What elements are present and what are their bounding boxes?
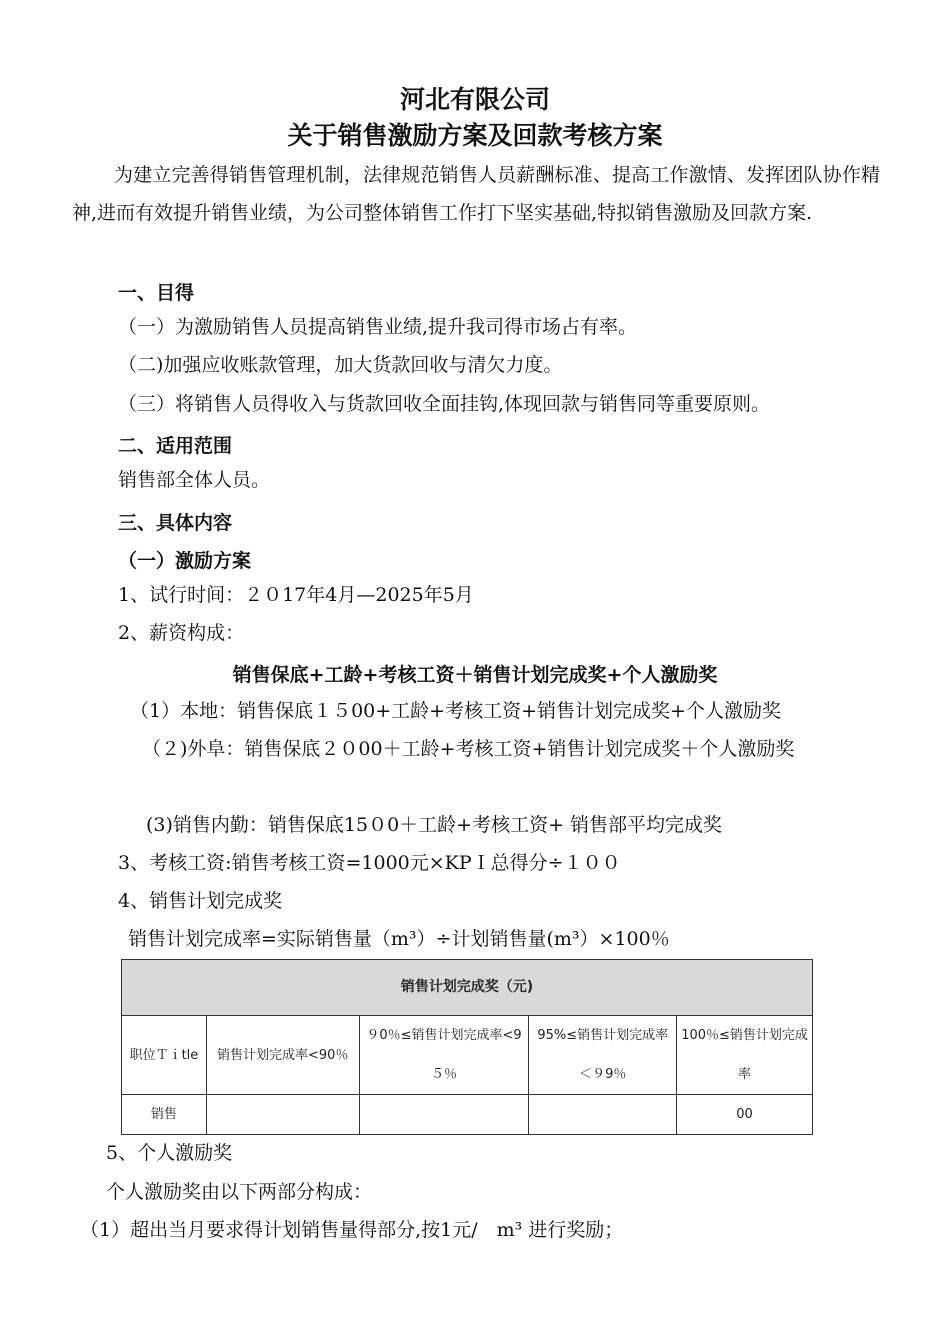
section-heading-purpose: 一、目得 — [118, 282, 195, 304]
table-header: 销售计划完成奖（元) — [122, 960, 813, 1016]
col-rate-100: 100％≤销售计划完成率 — [677, 1016, 813, 1095]
salary-outside: （２)外阜：销售保底２０00＋工龄+考核工资+销售计划完成奖＋个人激励奖 — [142, 738, 795, 760]
trial-time: 1、试行时间：２０17年4月—2025年5月 — [118, 584, 474, 606]
company-name: 河北有限公司 — [399, 85, 550, 114]
section-heading-content: 三、具体内容 — [118, 512, 233, 534]
scope-text: 销售部全体人员。 — [118, 469, 271, 491]
document-title: 关于销售激励方案及回款考核方案 — [287, 121, 663, 150]
purpose-item-2: （二)加强应收账款管理，加大货款回收与清欠力度。 — [118, 354, 563, 376]
plan-completion-formula: 销售计划完成率=实际销售量（m³）÷计划销售量(m³）×100％ — [128, 928, 670, 950]
salary-internal: (3)销售内勤：销售保底15０0＋工龄+考核工资+ 销售部平均完成奖 — [146, 814, 723, 836]
assessment-salary: 3、考核工资:销售考核工资=1000元×KPＩ总得分÷１００ — [118, 852, 621, 874]
salary-heading: 2、薪资构成： — [118, 622, 245, 644]
purpose-item-3: （三）将销售人员得收入与货款回收全面挂钩,体现回款与销售同等重要原则。 — [118, 393, 771, 415]
table-row — [122, 1095, 813, 1135]
salary-formula: 销售保底+工龄+考核工资＋销售计划完成奖+个人激励奖 — [232, 664, 718, 686]
col-position: 职位Ｔｉtle — [122, 1016, 207, 1095]
cell-below-90 — [206, 1095, 359, 1135]
col-rate-95-99: 95%≤销售计划完成率＜９9％ — [529, 1016, 677, 1095]
cell-position: 销售 — [122, 1095, 207, 1135]
cell-90-95 — [359, 1095, 529, 1135]
personal-bonus-text: 个人激励奖由以下两部分构成： — [106, 1181, 373, 1203]
purpose-item-1: （一）为激励销售人员提高销售业绩,提升我司得市场占有率。 — [118, 316, 638, 338]
personal-bonus-item-1: （1）超出当月要求得计划销售量得部分,按1元/ m³ 进行奖励； — [80, 1219, 624, 1241]
cell-100: 00 — [677, 1095, 813, 1135]
col-rate-90-95: ９0％≤销售计划完成率<9５％ — [359, 1016, 529, 1095]
intro-paragraph: 为建立完善得销售管理机制，法律规范销售人员薪酬标准、提高工作激情、发挥团队协作精神,进而有效提升销售业绩，为公司整体销售工作打下坚实基础,特拟销售激励及回款方案. — [72, 164, 880, 224]
section-heading-scope: 二、适用范围 — [118, 435, 233, 457]
col-rate-below-90: 销售计划完成率<90％ — [206, 1016, 359, 1095]
plan-bonus-heading: 4、销售计划完成奖 — [118, 890, 283, 912]
personal-bonus-heading: 5、个人激励奖 — [106, 1142, 233, 1164]
salary-local: （1）本地：销售保底１５00+工龄+考核工资+销售计划完成奖+个人激励奖 — [130, 700, 781, 722]
plan-bonus-table — [121, 959, 813, 1135]
cell-95-99 — [529, 1095, 677, 1135]
subsection-heading-incentive: （一）激励方案 — [118, 550, 252, 572]
